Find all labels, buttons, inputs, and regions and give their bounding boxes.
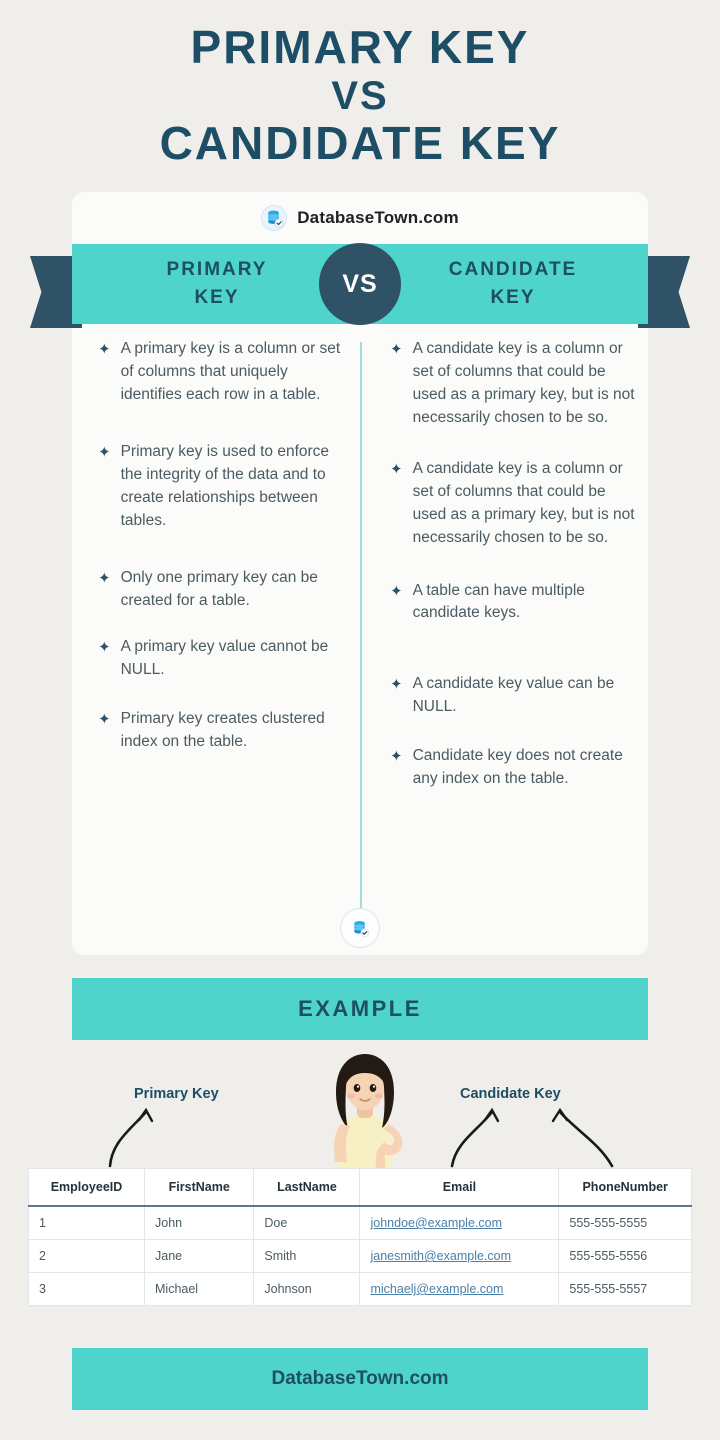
ribbon-primary-line2: KEY <box>194 287 240 308</box>
diamond-bullet-icon: ✦ <box>390 341 403 358</box>
cell-employeeid: 1 <box>29 1206 145 1240</box>
title-line-3: CANDIDATE KEY <box>159 117 561 170</box>
list-item <box>390 673 638 719</box>
table-header-row <box>29 1169 692 1207</box>
email-link[interactable]: michaelj@example.com <box>370 1282 504 1296</box>
ribbon-label-candidate <box>398 244 628 324</box>
annotation-candidate-key: Candidate Key <box>460 1086 561 1102</box>
bullet-text: A candidate key value can be NULL. <box>412 675 615 716</box>
email-link[interactable]: janesmith@example.com <box>370 1249 512 1263</box>
cell-employeeid: 2 <box>29 1240 145 1273</box>
bullet-text: Only one primary key can be created for a table. <box>120 568 318 609</box>
cell-email <box>360 1240 559 1273</box>
database-icon <box>261 205 287 231</box>
list-item <box>98 708 346 754</box>
cell-phonenumber: 555-555-5557 <box>559 1273 692 1306</box>
page-title <box>0 0 720 170</box>
footer-banner: DatabaseTown.com <box>72 1348 648 1410</box>
diamond-bullet-icon: ✦ <box>390 676 403 694</box>
bullet-text: A candidate key is a column or set of columns that could be used as a primary key, but is not necessarily chosen to be so. <box>412 340 635 426</box>
list-item <box>390 745 638 791</box>
candidate-key-column <box>360 338 648 817</box>
annotation-primary-key: Primary Key <box>134 1086 219 1102</box>
cell-firstname: Michael <box>145 1273 254 1306</box>
primary-key-column <box>72 338 360 817</box>
bullet-text: Primary key creates clustered index on the table. <box>120 710 325 751</box>
list-item <box>390 458 638 550</box>
cell-email <box>360 1273 559 1306</box>
example-banner: EXAMPLE <box>72 978 648 1040</box>
cell-lastname: Johnson <box>254 1273 360 1306</box>
bullet-text: A candidate key is a column or set of columns that could be used as a primary key, but is not necessarily chosen to be so. <box>412 459 635 546</box>
title-line-2: VS <box>331 73 389 118</box>
card-footer-database-icon <box>340 908 380 948</box>
diamond-bullet-icon: ✦ <box>98 569 111 587</box>
cell-firstname: John <box>145 1206 254 1240</box>
comparison-card <box>72 192 648 955</box>
list-item <box>98 441 346 533</box>
column-header-lastname: LastName <box>254 1169 360 1207</box>
column-header-phonenumber: PhoneNumber <box>559 1169 692 1207</box>
bullet-text: A primary key value cannot be NULL. <box>120 638 329 679</box>
diamond-bullet-icon: ✦ <box>98 443 111 461</box>
bullet-text: Candidate key does not create any index on the table. <box>412 747 623 788</box>
comparison-columns <box>72 338 648 817</box>
cell-firstname: Jane <box>145 1240 254 1273</box>
cell-lastname: Smith <box>254 1240 360 1273</box>
diamond-bullet-icon: ✦ <box>390 460 403 478</box>
diamond-bullet-icon: ✦ <box>98 711 111 729</box>
diamond-bullet-icon: ✦ <box>98 341 111 358</box>
bullet-text: Primary key is used to enforce the integrity of the data and to create relationships between tables. <box>120 442 330 529</box>
ribbon-candidate-line2: KEY <box>490 287 536 308</box>
cell-phonenumber: 555-555-5556 <box>559 1240 692 1273</box>
table-row <box>29 1273 692 1306</box>
list-item <box>98 567 346 613</box>
diamond-bullet-icon: ✦ <box>390 582 403 600</box>
list-item <box>98 636 346 682</box>
arrow-primary-key-icon <box>110 1112 146 1166</box>
column-header-email: Email <box>360 1169 559 1207</box>
table-row <box>29 1240 692 1273</box>
cell-phonenumber: 555-555-5555 <box>559 1206 692 1240</box>
diamond-bullet-icon: ✦ <box>98 639 111 657</box>
brand-label: DatabaseTown.com <box>297 208 459 227</box>
bullet-text: A primary key is a column or set of columns that uniquely identifies each row in a table. <box>120 340 341 403</box>
table-row <box>29 1206 692 1240</box>
ribbon-header <box>72 244 648 324</box>
list-item <box>390 580 638 626</box>
card-brand <box>72 192 648 244</box>
title-line-1: PRIMARY KEY <box>190 21 530 73</box>
cell-employeeid: 3 <box>29 1273 145 1306</box>
ribbon-candidate-line1: CANDIDATE <box>448 259 578 281</box>
column-header-firstname: FirstName <box>145 1169 254 1207</box>
employee-table <box>28 1168 692 1306</box>
woman-pointing-illustration <box>300 1044 430 1169</box>
cell-lastname: Doe <box>254 1206 360 1240</box>
email-link[interactable]: johndoe@example.com <box>370 1216 502 1230</box>
vs-badge: VS <box>319 243 401 325</box>
ribbon-primary-line1: PRIMARY <box>166 259 268 281</box>
list-item <box>390 338 638 430</box>
ribbon-label-primary <box>102 244 332 324</box>
column-header-employeeid: EmployeeID <box>29 1169 145 1207</box>
bullet-text: A table can have multiple candidate keys. <box>412 581 585 622</box>
diamond-bullet-icon: ✦ <box>390 748 403 766</box>
cell-email <box>360 1206 559 1240</box>
list-item <box>98 338 346 407</box>
